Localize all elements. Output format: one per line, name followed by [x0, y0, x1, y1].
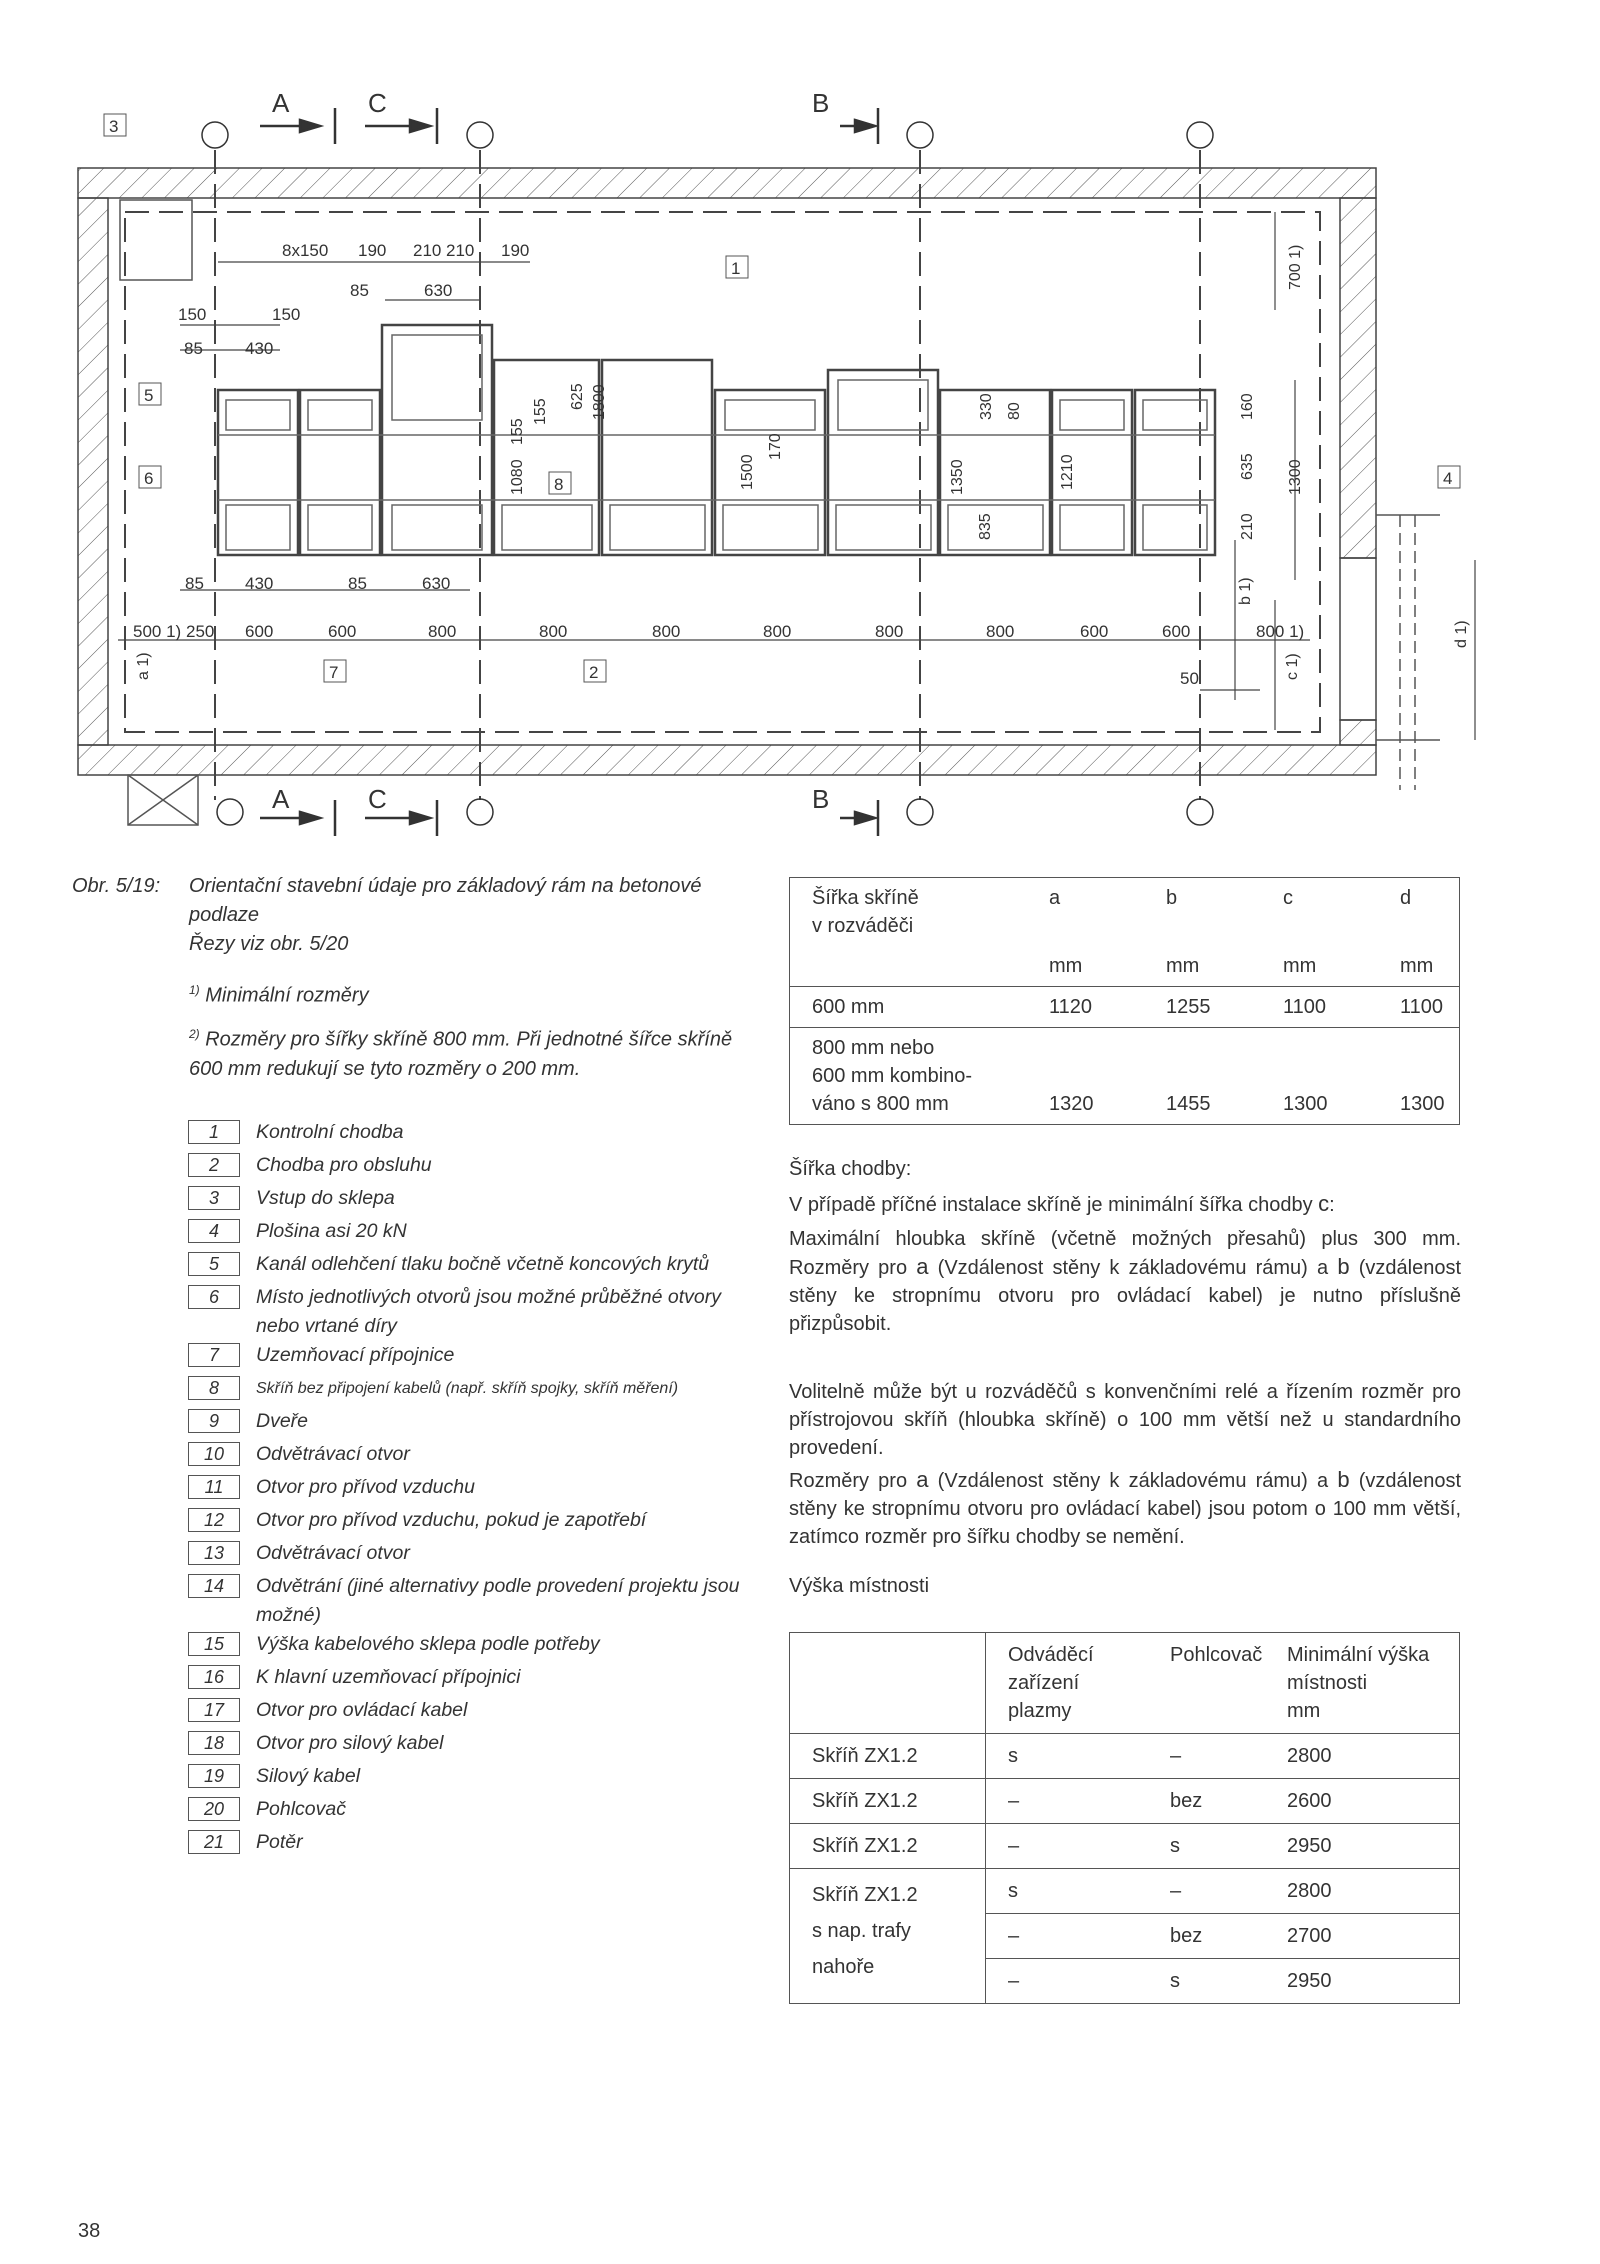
platform-outline	[1376, 515, 1440, 790]
dim-label: 800	[986, 622, 1015, 641]
legend-text: Uzemňovací přípojnice	[256, 1344, 455, 1366]
table-unit-cell: mm	[1283, 955, 1317, 977]
dim-label: 190	[501, 241, 530, 260]
dim-label: 700 1)	[1287, 244, 1304, 290]
cabinet-row	[218, 325, 1215, 555]
legend-text: Odvětrání (jiné alternativy podle provedení projektu jsou možné)	[256, 1575, 740, 1626]
table-cell: 1300	[1378, 1028, 1460, 1125]
table-cell: –	[1148, 1734, 1265, 1779]
dim-label: b 1)	[1237, 577, 1254, 605]
section-mark-a-top: A	[272, 88, 290, 118]
legend-text: Potěr	[256, 1831, 303, 1853]
table-cell: –	[986, 1779, 1149, 1824]
legend-number: 4	[188, 1219, 240, 1243]
legend-text: Pohlcovač	[256, 1798, 346, 1820]
dim-label: 85	[350, 281, 369, 300]
legend-number: 5	[188, 1252, 240, 1276]
legend-item	[188, 1795, 768, 1828]
footnote-mark: 2)	[189, 1027, 200, 1041]
legend-text: Plošina asi 20 kN	[256, 1220, 407, 1242]
legend-item	[188, 1407, 768, 1440]
dim-label: 50	[1180, 669, 1199, 688]
legend-item	[188, 1572, 768, 1630]
legend-text: Dveře	[256, 1410, 309, 1432]
table-cell: 1300	[1261, 1028, 1378, 1125]
cabinet-width-table	[789, 877, 1460, 1125]
dim-label: 600	[1162, 622, 1191, 641]
table-cell: 1100	[1378, 987, 1460, 1028]
legend-item	[188, 1118, 768, 1151]
legend-number: 15	[188, 1632, 240, 1656]
legend-number: 20	[188, 1797, 240, 1821]
legend-number: 21	[188, 1830, 240, 1854]
dim-label: a 1)	[135, 652, 152, 680]
paragraph-optional: Volitelně může být u rozváděčů s konvenčními relé a řízením rozměr pro přístrojovou skříň (hloubka skříně) o 100 mm větší než u standardního provedení.	[789, 1381, 1461, 1459]
table-cell: –	[986, 1959, 1149, 2004]
dim-label: 85	[185, 574, 204, 593]
dim-label: 625	[569, 383, 586, 410]
table-head-cell: b	[1166, 887, 1178, 909]
footnote-mark: 1)	[189, 983, 200, 997]
legend-number: 19	[188, 1764, 240, 1788]
legend-text: Otvor pro přívod vzduchu	[256, 1476, 475, 1498]
item-label-1: 1	[731, 259, 741, 278]
legend-text: Silový kabel	[256, 1765, 361, 1787]
legend-number: 17	[188, 1698, 240, 1722]
dim-label: 1210	[1059, 454, 1076, 490]
dim-label: 630	[422, 574, 451, 593]
legend-item	[188, 1539, 768, 1572]
dim-label: 210	[413, 241, 442, 260]
figure-title-line: Orientační stavební údaje pro základový rám na betonové podlaze	[189, 875, 702, 926]
legend-text: Otvor pro ovládací kabel	[256, 1699, 468, 1721]
section-mark-c-bottom: C	[368, 784, 387, 814]
dim-label: 155	[509, 418, 526, 445]
table-head-cell: Minimální výška místnosti mm	[1287, 1644, 1430, 1722]
table-cell: –	[1148, 1869, 1265, 1914]
dim-label: 500 1)	[133, 622, 182, 641]
table-cell: 1320	[1027, 1028, 1144, 1125]
legend-number: 8	[188, 1376, 240, 1400]
section-mark-b-bottom: B	[812, 784, 830, 814]
legend-text: Odvětrávací otvor	[256, 1443, 410, 1465]
dim-label: 600	[245, 622, 274, 641]
item-label-8: 8	[554, 475, 564, 494]
legend-text: Místo jednotlivých otvorů jsou možné průběžné otvory nebo vrtané díry	[256, 1286, 721, 1337]
footnote-1	[189, 976, 749, 1011]
legend-text: Otvor pro silový kabel	[256, 1732, 444, 1754]
paragraph-corridor-heading: Šířka chodby:	[789, 1158, 912, 1180]
legend-number: 9	[188, 1409, 240, 1433]
table-cell: 2600	[1265, 1779, 1460, 1824]
page-number: 38	[78, 2220, 101, 2242]
dim-label: 8x150	[282, 241, 329, 260]
table-cell: bez	[1148, 1914, 1265, 1959]
dim-label: 85	[348, 574, 367, 593]
legend-item	[188, 1473, 768, 1506]
table-head-cell: a	[1049, 887, 1061, 909]
legend-number: 3	[188, 1186, 240, 1210]
section-mark-b-top: B	[812, 88, 830, 118]
legend-item	[188, 1440, 768, 1473]
legend-item	[188, 1374, 768, 1407]
dim-label: 85	[184, 339, 203, 358]
floor-plan-drawing	[0, 0, 1600, 850]
legend-number: 11	[188, 1475, 240, 1499]
section-mark-c-top: C	[368, 88, 387, 118]
dim-label: 155	[532, 398, 549, 425]
table-cell: s	[1148, 1959, 1265, 2004]
dim-label: 800	[875, 622, 904, 641]
table-head-cell: Pohlcovač	[1170, 1644, 1263, 1666]
dim-label: 210	[1239, 513, 1256, 540]
table-head-cell: c	[1283, 887, 1293, 909]
dim-label: 800	[763, 622, 792, 641]
footnote-2	[189, 1020, 749, 1084]
legend-number: 7	[188, 1343, 240, 1367]
dim-label: 1500	[739, 454, 756, 490]
paragraph-corridor: V případě příčné instalace skříně je minimální šířka chodby c:	[789, 1191, 1335, 1216]
dim-label: 430	[245, 574, 274, 593]
dim-label: d 1)	[1453, 620, 1470, 648]
table-head-cell	[790, 1633, 986, 1734]
table-row-label: Skříň ZX1.2	[790, 1779, 986, 1824]
legend-item	[188, 1250, 768, 1283]
legend-item	[188, 1506, 768, 1539]
table-row-label-group: Skříň ZX1.2 s nap. trafy nahoře	[790, 1869, 986, 2004]
section-mark-a-bottom: A	[272, 784, 290, 814]
table-row-label: Skříň ZX1.2	[790, 1824, 986, 1869]
paragraph-room-height: Výška místnosti	[789, 1575, 930, 1597]
dim-label: 1800	[591, 384, 608, 420]
item-label-4: 4	[1443, 469, 1453, 488]
figure-title-line: Řezy viz obr. 5/20	[189, 933, 349, 955]
dim-label: 600	[328, 622, 357, 641]
legend-item	[188, 1630, 768, 1663]
figure-title	[189, 872, 749, 959]
dim-label: 600	[1080, 622, 1109, 641]
dim-label: 330	[978, 393, 995, 420]
table-unit-cell: mm	[1049, 955, 1083, 977]
table-unit-cell: mm	[1166, 955, 1200, 977]
legend-item	[188, 1184, 768, 1217]
dimension-lines	[118, 212, 1475, 740]
legend-item	[188, 1828, 768, 1861]
legend-text: Vstup do sklepa	[256, 1187, 395, 1209]
item-label-5: 5	[144, 386, 154, 405]
legend-text: K hlavní uzemňovací přípojnici	[256, 1666, 521, 1688]
table-row-label: Skříň ZX1.2	[790, 1734, 986, 1779]
item-label-6: 6	[144, 469, 154, 488]
paragraph-depth: Maximální hloubka skříně (včetně možných přesahů) plus 300 mm. Rozměry pro a (Vzdálenost stěny k základovému rámu) a b (vzdálenost stěny ke stropnímu otvoru pro ovládací kabel) je nutno příslušně přizpůsobit.	[789, 1228, 1462, 1335]
table-cell: 1120	[1027, 987, 1144, 1028]
item-label-7: 7	[329, 663, 339, 682]
dim-label: 150	[272, 305, 301, 324]
legend-item	[188, 1663, 768, 1696]
table-row-label: 600 mm	[790, 987, 1028, 1028]
table-cell: 2950	[1265, 1959, 1460, 2004]
legend-text: Kanál odlehčení tlaku bočně včetně koncových krytů	[256, 1253, 710, 1275]
legend-item	[188, 1217, 768, 1250]
table-cell: 2800	[1265, 1734, 1460, 1779]
table-cell: 1455	[1144, 1028, 1261, 1125]
figure-label: Obr. 5/19:	[72, 875, 161, 897]
legend-text: Chodba pro obsluhu	[256, 1154, 432, 1176]
dim-label: c 1)	[1284, 653, 1301, 680]
legend-text: Otvor pro přívod vzduchu, pokud je zapotřebí	[256, 1509, 647, 1531]
legend-text: Kontrolní chodba	[256, 1121, 404, 1143]
dim-label: 160	[1239, 393, 1256, 420]
table-cell: 1255	[1144, 987, 1261, 1028]
dim-label: 635	[1239, 453, 1256, 480]
legend-text: Výška kabelového sklepa podle potřeby	[256, 1633, 600, 1655]
dim-label: 835	[977, 513, 994, 540]
footnote-text: Rozměry pro šířky skříně 800 mm. Při jednotné šířce skříně 600 mm redukují se tyto rozměry o 200 mm.	[189, 1028, 733, 1080]
dim-label: 430	[245, 339, 274, 358]
table-head-cell: Odváděcí zařízení plazmy	[1008, 1644, 1094, 1722]
item-label-2: 2	[589, 663, 599, 682]
table-cell: –	[986, 1824, 1149, 1869]
legend-number: 6	[188, 1285, 240, 1309]
dim-label: 80	[1006, 402, 1023, 420]
legend-number: 10	[188, 1442, 240, 1466]
dim-label: 170	[767, 433, 784, 460]
table-cell: 2700	[1265, 1914, 1460, 1959]
footnote-text: Minimální rozměry	[205, 984, 369, 1007]
legend-number: 14	[188, 1574, 240, 1598]
legend-text: Skříň bez připojení kabelů (např. skříň spojky, skříň měření)	[256, 1380, 679, 1397]
table-row-label: 800 mm nebo 600 mm kombino- váno s 800 mm	[790, 1028, 1028, 1125]
table-cell: 2800	[1265, 1869, 1460, 1914]
item-label-3: 3	[109, 117, 119, 136]
legend-item	[188, 1341, 768, 1374]
legend-item	[188, 1762, 768, 1795]
legend-item	[188, 1696, 768, 1729]
dim-label: 800	[652, 622, 681, 641]
table-cell: s	[1148, 1824, 1265, 1869]
dim-label: 1300	[1287, 459, 1304, 495]
dim-label: 250	[186, 622, 215, 641]
dim-label: 800	[428, 622, 457, 641]
legend-number: 18	[188, 1731, 240, 1755]
legend-number: 13	[188, 1541, 240, 1565]
dim-label: 1350	[949, 459, 966, 495]
table-head-cell: d	[1400, 887, 1412, 909]
table-head-cell: Šířka skříně v rozváděči	[812, 887, 919, 937]
room-height-table	[789, 1632, 1460, 2004]
dim-label: 1080	[509, 459, 526, 495]
cabinet-inner	[218, 335, 1215, 550]
legend-item	[188, 1729, 768, 1762]
table-cell: 2950	[1265, 1824, 1460, 1869]
legend-item	[188, 1283, 768, 1341]
legend-item	[188, 1151, 768, 1184]
dim-label: 210	[446, 241, 475, 260]
legend-number: 16	[188, 1665, 240, 1689]
table-cell: 1100	[1261, 987, 1378, 1028]
table-cell: –	[986, 1914, 1149, 1959]
dim-label: 630	[424, 281, 453, 300]
table-unit-cell: mm	[1400, 955, 1434, 977]
legend-number: 1	[188, 1120, 240, 1144]
legend-list	[188, 1118, 768, 1861]
dim-label: 150	[178, 305, 207, 324]
table-cell: s	[986, 1869, 1149, 1914]
paragraph-dimensions: Rozměry pro a (Vzdálenost stěny k základovému rámu) a b (vzdálenost stěny ke stropnímu otvoru pro ovládací kabel) jsou potom o 100 mm větší, zatímco rozměr pro šířku chodby se nemění.	[789, 1467, 1462, 1548]
legend-number: 2	[188, 1153, 240, 1177]
table-cell: s	[986, 1734, 1149, 1779]
dim-label: 800 1)	[1256, 622, 1305, 641]
legend-text: Odvětrávací otvor	[256, 1542, 410, 1564]
dim-label: 190	[358, 241, 387, 260]
table-cell: bez	[1148, 1779, 1265, 1824]
dim-label: 800	[539, 622, 568, 641]
legend-number: 12	[188, 1508, 240, 1532]
